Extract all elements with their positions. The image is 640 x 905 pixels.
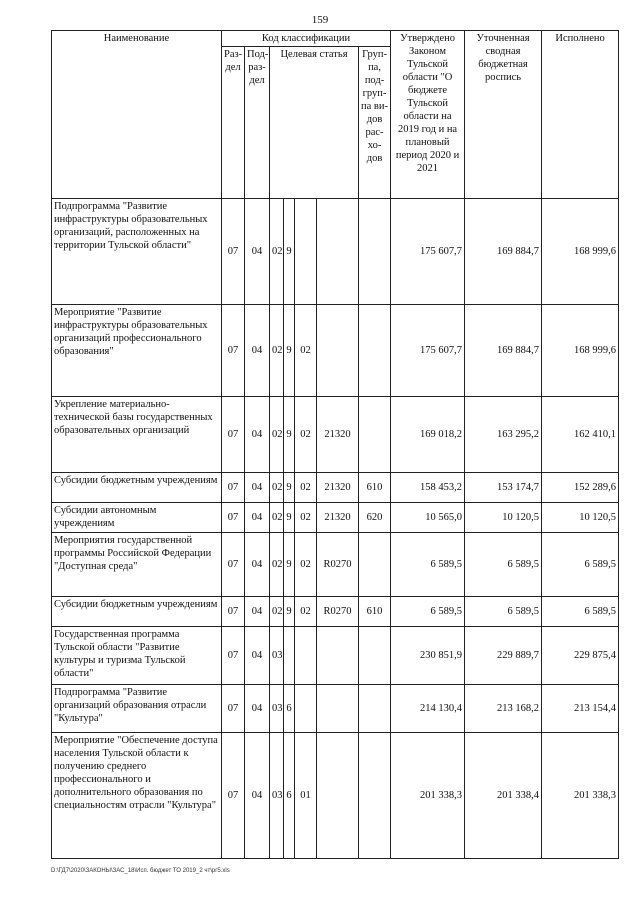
cell-name: Подпрограмма "Развитие организаций образования отрасли "Культура": [52, 685, 222, 733]
cell-code-3: 02: [295, 397, 317, 473]
cell-refined: 229 889,7: [465, 627, 542, 685]
cell-vid: [359, 305, 391, 397]
cell-code-1: 02: [270, 473, 284, 503]
cell-razdel: 07: [222, 533, 245, 597]
cell-code-4: [317, 685, 359, 733]
cell-vid: [359, 397, 391, 473]
cell-refined: 213 168,2: [465, 685, 542, 733]
header-razdel: Раз-дел: [222, 47, 245, 199]
table-row: [52, 397, 619, 473]
cell-code-2: 9: [284, 533, 295, 597]
cell-approved: 6 589,5: [391, 533, 465, 597]
cell-podrazdel: 04: [245, 685, 270, 733]
cell-refined: 153 174,7: [465, 473, 542, 503]
cell-approved: 214 130,4: [391, 685, 465, 733]
cell-vid: 610: [359, 473, 391, 503]
cell-name: Укрепление материально-технической базы государственных образовательных организаций: [52, 397, 222, 473]
cell-code-2: 9: [284, 597, 295, 627]
table-row: [52, 199, 619, 305]
cell-code-3: [295, 685, 317, 733]
cell-razdel: 07: [222, 397, 245, 473]
cell-code-1: 02: [270, 199, 284, 305]
table-row: [52, 503, 619, 533]
cell-code-1: 02: [270, 533, 284, 597]
cell-vid: 610: [359, 597, 391, 627]
header-name: Наименование: [52, 31, 222, 199]
cell-podrazdel: 04: [245, 199, 270, 305]
cell-vid: [359, 685, 391, 733]
cell-name: Субсидии автономным учреждениям: [52, 503, 222, 533]
cell-razdel: 07: [222, 597, 245, 627]
cell-podrazdel: 04: [245, 533, 270, 597]
cell-podrazdel: 04: [245, 305, 270, 397]
cell-vid: [359, 733, 391, 859]
table-row: [52, 533, 619, 597]
cell-executed: 10 120,5: [542, 503, 619, 533]
cell-code-3: 01: [295, 733, 317, 859]
cell-vid: 620: [359, 503, 391, 533]
cell-code-2: 6: [284, 733, 295, 859]
cell-code-2: 9: [284, 305, 295, 397]
cell-podrazdel: 04: [245, 503, 270, 533]
table-row: [52, 685, 619, 733]
cell-refined: 163 295,2: [465, 397, 542, 473]
table-row: [52, 733, 619, 859]
cell-vid: [359, 199, 391, 305]
cell-code-4: R0270: [317, 597, 359, 627]
cell-executed: 152 289,6: [542, 473, 619, 503]
cell-code-1: 02: [270, 305, 284, 397]
cell-refined: 201 338,4: [465, 733, 542, 859]
cell-vid: [359, 533, 391, 597]
cell-refined: 6 589,5: [465, 597, 542, 627]
cell-podrazdel: 04: [245, 397, 270, 473]
cell-approved: 169 018,2: [391, 397, 465, 473]
cell-executed: 201 338,3: [542, 733, 619, 859]
cell-refined: 169 884,7: [465, 199, 542, 305]
header-executed: Исполнено: [542, 31, 619, 199]
cell-executed: 213 154,4: [542, 685, 619, 733]
cell-code-1: 03: [270, 685, 284, 733]
file-path-footer: D:\ГД7\2020\ЗАКОНЫ\ЗАС_18\Исп. бюджет ТО 2019_2 чт\рг5.xls: [51, 868, 230, 874]
cell-code-4: 21320: [317, 397, 359, 473]
cell-approved: 6 589,5: [391, 597, 465, 627]
cell-code-4: [317, 627, 359, 685]
cell-code-1: 03: [270, 627, 284, 685]
cell-approved: 10 565,0: [391, 503, 465, 533]
cell-code-1: 02: [270, 597, 284, 627]
cell-name: Субсидии бюджетным учреждениям: [52, 597, 222, 627]
table-row: [52, 473, 619, 503]
table-row: [52, 597, 619, 627]
cell-approved: 158 453,2: [391, 473, 465, 503]
cell-razdel: 07: [222, 627, 245, 685]
cell-executed: 229 875,4: [542, 627, 619, 685]
cell-approved: 175 607,7: [391, 305, 465, 397]
cell-razdel: 07: [222, 503, 245, 533]
cell-code-4: 21320: [317, 503, 359, 533]
cell-name: Подпрограмма "Развитие инфраструктуры образовательных организаций, расположенных на территории Тульской области": [52, 199, 222, 305]
cell-code-1: 02: [270, 503, 284, 533]
cell-refined: 169 884,7: [465, 305, 542, 397]
table-row: [52, 627, 619, 685]
cell-executed: 6 589,5: [542, 597, 619, 627]
cell-name: Мероприятия государственной программы Российской Федерации "Доступная среда": [52, 533, 222, 597]
header-vid: Груп-па, под-груп-па ви-дов рас-хо-дов: [359, 47, 391, 199]
cell-razdel: 07: [222, 473, 245, 503]
cell-code-4: 21320: [317, 473, 359, 503]
cell-code-3: 02: [295, 533, 317, 597]
cell-name: Государственная программа Тульской области "Развитие культуры и туризма Тульской области": [52, 627, 222, 685]
cell-podrazdel: 04: [245, 627, 270, 685]
cell-code-2: 9: [284, 397, 295, 473]
header-approved: Утверждено Законом Тульской области "О бюджете Тульской области на 2019 год и на плановый период 2020 и 2021: [391, 31, 465, 199]
cell-refined: 10 120,5: [465, 503, 542, 533]
table-row: [52, 305, 619, 397]
cell-code-3: [295, 199, 317, 305]
cell-code-4: [317, 199, 359, 305]
header-row-top: [52, 31, 619, 47]
cell-code-1: 02: [270, 397, 284, 473]
cell-executed: 6 589,5: [542, 533, 619, 597]
cell-code-3: 02: [295, 597, 317, 627]
page-number: 159: [311, 14, 329, 26]
cell-name: Субсидии бюджетным учреждениям: [52, 473, 222, 503]
cell-code-3: 02: [295, 473, 317, 503]
cell-code-2: 9: [284, 473, 295, 503]
cell-executed: 168 999,6: [542, 305, 619, 397]
cell-podrazdel: 04: [245, 733, 270, 859]
cell-code-2: 9: [284, 503, 295, 533]
cell-executed: 162 410,1: [542, 397, 619, 473]
cell-refined: 6 589,5: [465, 533, 542, 597]
cell-approved: 175 607,7: [391, 199, 465, 305]
cell-razdel: 07: [222, 305, 245, 397]
header-target: Целевая статья: [270, 47, 359, 199]
header-refined: Уточненная сводная бюджетная роспись: [465, 31, 542, 199]
cell-podrazdel: 04: [245, 473, 270, 503]
cell-code-3: [295, 627, 317, 685]
cell-name: Мероприятие "Обеспечение доступа населения Тульской области к получению среднего профессионального и дополнительного образования по специальностям отрасли "Культура": [52, 733, 222, 859]
cell-code-4: [317, 305, 359, 397]
cell-code-3: 02: [295, 503, 317, 533]
cell-name: Мероприятие "Развитие инфраструктуры образовательных организаций профессионального образования": [52, 305, 222, 397]
header-classification: Код классификации: [222, 31, 391, 47]
cell-code-2: 6: [284, 685, 295, 733]
cell-code-2: [284, 627, 295, 685]
cell-code-3: 02: [295, 305, 317, 397]
budget-table: [51, 30, 619, 859]
cell-podrazdel: 04: [245, 597, 270, 627]
cell-code-4: [317, 733, 359, 859]
cell-code-1: 03: [270, 733, 284, 859]
header-podrazdel: Под-раз-дел: [245, 47, 270, 199]
cell-razdel: 07: [222, 685, 245, 733]
cell-vid: [359, 627, 391, 685]
cell-approved: 230 851,9: [391, 627, 465, 685]
cell-approved: 201 338,3: [391, 733, 465, 859]
cell-executed: 168 999,6: [542, 199, 619, 305]
cell-code-2: 9: [284, 199, 295, 305]
cell-razdel: 07: [222, 199, 245, 305]
cell-code-4: R0270: [317, 533, 359, 597]
cell-razdel: 07: [222, 733, 245, 859]
